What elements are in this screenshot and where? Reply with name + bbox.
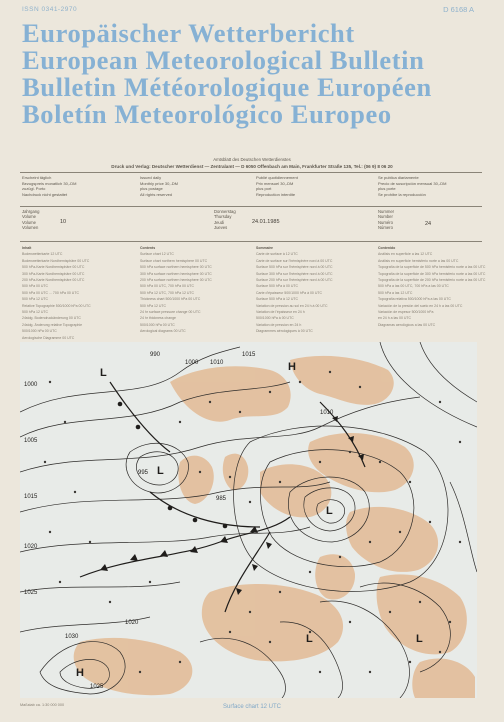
info-text: plus postage bbox=[140, 186, 163, 192]
info-column-en bbox=[140, 175, 255, 197]
low-pressure-symbol: L bbox=[100, 367, 107, 379]
weekday-label: Jueves bbox=[214, 225, 228, 231]
title-french: Bulletin Météorologique Européen bbox=[22, 72, 432, 102]
volume-labels bbox=[22, 209, 39, 231]
issn-number: ISSN 0341-2970 bbox=[22, 6, 78, 13]
info-text: Prix mensuel 30,-DM bbox=[256, 180, 294, 186]
info-text: Erscheint täglich bbox=[22, 175, 52, 180]
issue-date: 24.01.1985 bbox=[252, 219, 280, 225]
isobar-label: 1000 bbox=[185, 360, 199, 366]
info-text: Se prohibe la reproducción bbox=[378, 191, 426, 197]
low-pressure-symbol: L bbox=[416, 633, 423, 645]
issue-number: 24 bbox=[425, 221, 432, 227]
info-text: Monthly price 30,-DM bbox=[140, 180, 179, 186]
isobar-label: 1000 bbox=[24, 382, 38, 388]
info-text: Se publica diariamente bbox=[378, 175, 419, 180]
map-scale: Maßstab ca. 1:30 000 000 bbox=[20, 703, 65, 707]
low-pressure-symbol: L bbox=[306, 633, 313, 645]
isobar-label: 995 bbox=[138, 470, 149, 476]
title-block bbox=[22, 20, 492, 128]
number-label: Nummer bbox=[378, 209, 395, 214]
number-label: Número bbox=[378, 225, 393, 231]
info-text: Publié quotidiennement bbox=[256, 175, 298, 180]
volume-label: Volumen bbox=[22, 225, 39, 231]
weather-map-svg bbox=[20, 342, 477, 698]
info-text: Issued daily bbox=[140, 175, 162, 180]
volume-label: Volume bbox=[22, 219, 36, 225]
contents-es: Contenido Análisis en superficie a las 12 UTC Análisis en superficie hemisferio norte a las 00 UTC Topografía de la superficie de 500 hPa hemisferio norte a las 00 UTC Topografía de la superficie de 300 hPa hemisferio norte a las 00 UTC Topografía de la superficie de 200 hPa hemisferio norte a las 00 UTC 500 hPa a las 00 UTC, 700 hPa a las 00 UTC 500 hPa a las 12 UTC Topografía relativa 500/1000 hPa a las 00 UTC Variación de la presión del suelo en 24 h a las 00 UTC Variación de espesor 500/1000 hPa en 24 h a las 00 UTC Diagramas aerológicos a las 00 UTC bbox=[378, 246, 486, 327]
high-pressure-symbol: H bbox=[76, 667, 84, 679]
volume-label: Volume bbox=[22, 214, 36, 220]
isobar-label: 990 bbox=[150, 352, 161, 358]
volume-value: 10 bbox=[60, 219, 67, 225]
divider bbox=[20, 241, 482, 242]
number-labels bbox=[378, 209, 394, 231]
divider bbox=[20, 172, 482, 173]
weekday-label: Donnerstag bbox=[214, 209, 236, 214]
weekday-label: Jeudi bbox=[214, 219, 225, 225]
info-text: Bezugspreis monatlich 30,-DM bbox=[22, 180, 77, 186]
land-shading bbox=[74, 356, 475, 698]
isobar-label: 1015 bbox=[242, 352, 256, 358]
isobar-label: 1010 bbox=[210, 360, 224, 366]
info-text: Reproduction interdite bbox=[256, 191, 296, 197]
map-caption: Surface chart 12 UTC bbox=[222, 704, 282, 710]
divider bbox=[20, 206, 482, 207]
info-text: zuzügl. Porto bbox=[22, 186, 46, 192]
info-text: plus port bbox=[256, 186, 272, 192]
info-text: Precio de suscripción mensual 30,-DM bbox=[378, 180, 447, 186]
isobar-label: 1010 bbox=[320, 410, 334, 416]
isobar-label: 1025 bbox=[90, 684, 104, 690]
isobar-label: 1005 bbox=[24, 438, 38, 444]
info-text: Nachdruck nicht gestattet bbox=[22, 191, 68, 197]
contents-en: Contents Surface chart 12 UTC Surface chart northern hemisphere 00 UTC 500 hPa surface northern hemisphere 00 UTC 300 hPa surface northern hemisphere 00 UTC 200 hPa surface northern hemisphere 00 UTC 500 hPa 00 UTC, 700 hPa 00 UTC 500 hPa 12 UTC, 700 hPa 12 UTC Thickness chart 500/1000 hPa 00 UTC 500 hPa 12 UTC 24 hr surface pressure change 00 UTC 24 hr thickness change 500/1000 hPa 00 UTC Aerological diagrams 00 UTC bbox=[140, 246, 212, 334]
publisher-line-2: Druck und Verlag: Deutscher Wetterdienst — Zentralamt — D 6050 Offenbach am Main, Frankfurter Straße 135, Tel.: (06 9) 8 06 20 bbox=[111, 164, 393, 169]
contents-de: Inhalt Bodenwetterkarte 12 UTC Bodenwetterkarte Nordhemisphäre 00 UTC 500 hPa-Karte Nordhemisphäre 00 UTC 300 hPa-Karte Nordhemisphäre 00 UTC 200 hPa-Karte Nordhemisphäre 00 UTC 500 hPa 00 UTC 500 hPa 00 UTC ... 700 hPa 00 UTC 500 hPa 12 UTC Relative Topographie 500/1000 hPa 00 UTC 500 hPa 12 UTC 24stdg. Bodendruckänderung 00 UTC 24stdg. Änderung relative Topographie 500/1000 hPa 00 UTC Aerologische Diagramme 00 UTC bbox=[22, 246, 91, 340]
surface-weather-map bbox=[20, 342, 477, 698]
info-column-es bbox=[378, 175, 493, 197]
number-label: Number bbox=[378, 214, 393, 220]
isobar-label: 1020 bbox=[125, 620, 139, 626]
volume-label: Jahrgang bbox=[22, 209, 40, 214]
isobar-label: 1015 bbox=[24, 494, 38, 500]
title-english: European Meteorological Bulletin bbox=[22, 45, 425, 75]
number-label: Numéro bbox=[378, 219, 393, 225]
title-spanish: Boletín Meteorológico Europeo bbox=[22, 99, 392, 129]
publisher-line-1: Amtsblatt des Deutschen Wetterdienstes bbox=[213, 157, 291, 162]
low-pressure-symbol: L bbox=[326, 505, 333, 517]
document-number: D 6168 A bbox=[443, 5, 474, 14]
isobar-label: 1020 bbox=[24, 544, 38, 550]
info-column-fr bbox=[256, 175, 371, 197]
title-german: Europäischer Wetterbericht bbox=[22, 18, 355, 48]
contents-fr: Sommaire Carte de surface à 12 UTC Carte de surface sur l'hémisphère nord à 00 UTC Surface 500 hPa sur l'hémisphère nord à 00 UTC Surface 300 hPa sur l'hémisphère nord à 00 UTC Surface 200 hPa sur l'hémisphère nord à 00 UTC Surface 500 hPa à 00 UTC Carte d'épaisseur 500/1000 hPa à 00 UTC Surface 500 hPa à 12 UTC Variation de pression au sol en 24 h à 00 UTC Variation de l'épaisseur en 24 h 500/1000 hPa à 00 UTC Variation de pression en 24 h Diagrammes aérologiques à 00 UTC bbox=[256, 246, 333, 334]
info-text: All rights reserved bbox=[140, 191, 173, 197]
weekday-labels bbox=[214, 209, 236, 231]
isobar-label: 985 bbox=[216, 496, 227, 502]
isobar-label: 1030 bbox=[65, 634, 79, 640]
info-text: plus porte bbox=[378, 186, 396, 192]
info-column-de bbox=[22, 175, 137, 197]
isobar-label: 1025 bbox=[24, 590, 38, 596]
low-pressure-symbol: L bbox=[157, 465, 164, 477]
high-pressure-symbol: H bbox=[288, 361, 296, 373]
weekday-label: Thursday bbox=[214, 214, 232, 220]
